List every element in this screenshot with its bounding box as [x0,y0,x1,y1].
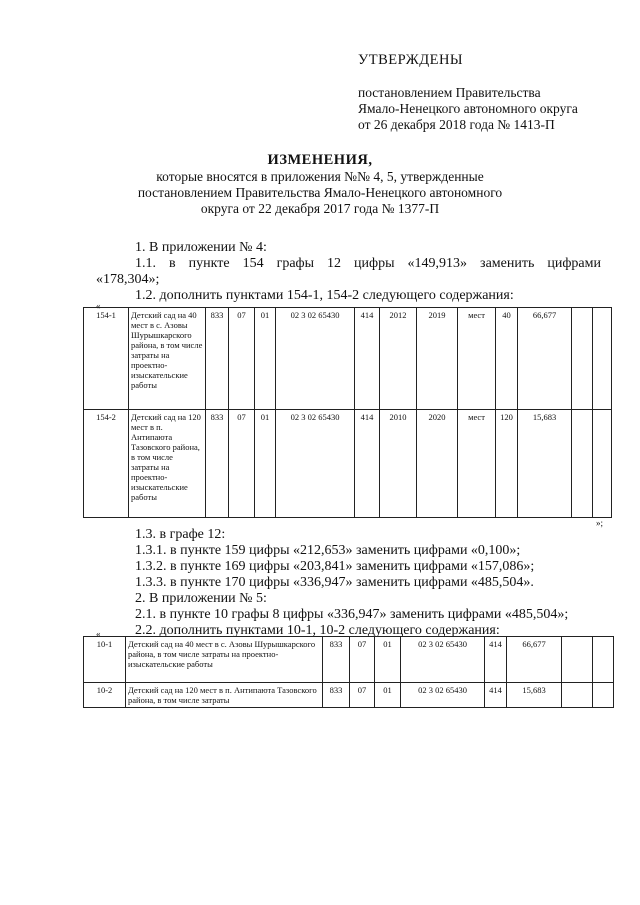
cell-col-5: 01 [255,308,276,410]
cell-col-10: мест [458,308,496,410]
cell-col-4: 07 [350,637,375,683]
cell-col-8: 66,677 [507,637,562,683]
approval-line-1: постановлением Правительства [358,85,541,100]
cell-col-6: 02 3 02 65430 [401,683,485,708]
cell-col-7: 414 [355,410,380,518]
object-name: Детский сад на 120 мест в п. Антипаюта Тазовского района, в том числе затраты на проектно-изыскательские работы [129,410,206,518]
approval-line-3: от 26 декабря 2018 года № 1413-П [358,117,555,132]
cell-empty [572,308,593,410]
table2-open-quote: « [96,629,101,639]
approval-heading: УТВЕРЖДЕНЫ [358,52,464,68]
section-2-heading: 2. В приложении № 5: [135,591,267,606]
cell-col-7: 414 [485,637,507,683]
item-1-1-text: 1.1. в пункте 154 графы 12 цифры «149,913» заменить цифрами [135,256,601,271]
cell-empty [562,637,593,683]
cell-empty [562,683,593,708]
cell-col-3: 833 [323,637,350,683]
object-name: Детский сад на 120 мест в п. Антипаюта Тазовского района, в том числе затраты [126,683,323,708]
cell-col-9: 2019 [417,308,458,410]
cell-col-12: 66,677 [518,308,572,410]
cell-col-5: 01 [375,683,401,708]
cell-col-5: 01 [375,637,401,683]
cell-empty [572,410,593,518]
cell-col-5: 01 [255,410,276,518]
row-number: 10-2 [84,683,126,708]
table-appendix-4 [83,307,612,518]
object-name: Детский сад на 40 мест в с. Азовы Шурышкарского района, в том числе затраты на проектно-изыскательские работы [129,308,206,410]
cell-col-6: 02 3 02 65430 [276,410,355,518]
item-1-1-continuation: «178,304»; [96,272,160,287]
table-row [84,308,612,410]
item-1-3-3-text: 1.3.3. в пункте 170 цифры «336,947» заменить цифрами «485,504». [135,575,534,590]
object-name: Детский сад на 40 мест в с. Азовы Шурышкарского района, в том числе затраты на проектно-изыскательские работы [126,637,323,683]
section-1-heading: 1. В приложении № 4: [135,240,267,255]
title-line-2: постановлением Правительства Ямало-Ненецкого автономного [137,185,503,200]
cell-empty [593,637,614,683]
row-number: 154-1 [84,308,129,410]
title-heading: ИЗМЕНЕНИЯ, [267,152,373,168]
cell-empty [593,308,612,410]
approval-line-2: Ямало-Ненецкого автономного округа [358,101,578,116]
cell-col-8: 2010 [380,410,417,518]
item-2-1-text: 2.1. в пункте 10 графы 8 цифры «336,947» заменить цифрами «485,504»; [135,607,569,622]
cell-col-4: 07 [350,683,375,708]
table-row [84,410,612,518]
cell-col-9: 2020 [417,410,458,518]
item-1-3-1-text: 1.3.1. в пункте 159 цифры «212,653» заменить цифрами «0,100»; [135,543,521,558]
item-1-3-text: 1.3. в графе 12: [135,527,226,542]
table-row [84,683,614,708]
cell-col-11: 120 [496,410,518,518]
cell-col-7: 414 [485,683,507,708]
cell-col-6: 02 3 02 65430 [276,308,355,410]
approval-block [358,52,618,133]
cell-col-7: 414 [355,308,380,410]
row-number: 10-1 [84,637,126,683]
cell-col-4: 07 [229,308,255,410]
item-1-3-2-text: 1.3.2. в пункте 169 цифры «203,841» заменить цифрами «157,086»; [135,559,535,574]
table1-open-quote: « [96,301,101,311]
cell-col-10: мест [458,410,496,518]
document-title [110,152,530,217]
cell-col-6: 02 3 02 65430 [401,637,485,683]
title-line-1: которые вносятся в приложения №№ 4, 5, утвержденные [156,169,484,184]
cell-col-3: 833 [206,410,229,518]
cell-col-3: 833 [206,308,229,410]
cell-col-8: 2012 [380,308,417,410]
table1-close-quote: »; [596,518,604,528]
cell-col-4: 07 [229,410,255,518]
table-appendix-5 [83,636,614,708]
item-1-2-text: 1.2. дополнить пунктами 154-1, 154-2 следующего содержания: [135,288,514,303]
title-line-3: округа от 22 декабря 2017 года № 1377-П [200,201,440,216]
cell-col-11: 40 [496,308,518,410]
cell-empty [593,410,612,518]
cell-empty [593,683,614,708]
row-number: 154-2 [84,410,129,518]
cell-col-3: 833 [323,683,350,708]
item-2-2-text: 2.2. дополнить пунктами 10-1, 10-2 следующего содержания: [135,623,500,638]
cell-col-12: 15,683 [518,410,572,518]
table-row [84,637,614,683]
cell-col-8: 15,683 [507,683,562,708]
